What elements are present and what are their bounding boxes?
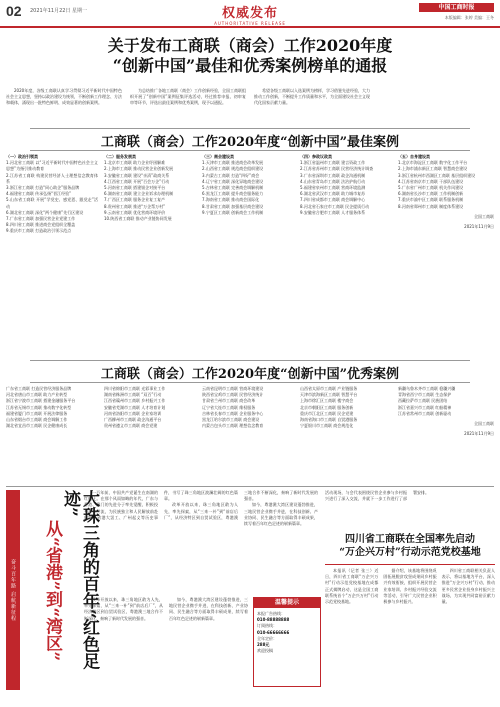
- news-headline-line2: “万企兴万村”行动示范党校基地: [339, 547, 481, 558]
- excellent-cases-column: [6, 386, 98, 484]
- case-item: 7.广西区工商联 服务企业复工复产: [104, 197, 166, 203]
- masthead-title: 权威发布: [221, 6, 278, 21]
- info-line: 010-66666666: [257, 629, 290, 635]
- case-item: 重庆市江北区工商联 民企党建: [300, 410, 354, 416]
- case-item: 7.四川省成都市工商联 商会调解中心: [300, 197, 366, 203]
- case-item: 7.海南省工商联 推动商会国际化: [202, 197, 260, 203]
- case-item: 2.上海市浦东新区工商联 智慧商会建设: [398, 166, 468, 172]
- case-item: 上海市徐汇区工商联 楼宇商会: [300, 398, 354, 404]
- case-item: 4.江苏省南京市工商联 干部队伍建设: [398, 178, 464, 184]
- case-item: 山东省烟台市工商联 商会调解工作: [6, 417, 68, 423]
- info-box-title: 温馨提示: [254, 598, 320, 608]
- case-item: 4.辽宁省工商联 深化异地商会建设: [202, 178, 264, 184]
- main-headline: [0, 36, 500, 76]
- case-item: 2.山西省工商联 规范商会组织建设: [202, 166, 264, 172]
- section-divider: [30, 128, 470, 129]
- excellent-cases-column: [202, 386, 294, 484]
- category-heading: （一）政治引领类: [6, 154, 38, 159]
- essay-paragraph: 一百年前，中国共产党诞生在南湖的红船上。在那个风雨如晦的年代，广东与香港、澳门的先进分子率先觉醒，积极投身革命洪流，为民族独立和人民解放前赴后继。省港大罢工、广州起义等历史事件，书写了珠三角地区波澜壮阔的红色篇章。: [84, 490, 238, 520]
- section-divider: [30, 150, 470, 151]
- case-item: 北京市朝阳区工商联 服务创新: [300, 404, 354, 410]
- case-item: 6.黑龙江工商联 提升商会服务能力: [202, 191, 264, 197]
- category-heading: （二）服务发展类: [104, 154, 136, 159]
- column-banner: 奋斗百年路 启航新征程: [6, 490, 20, 690]
- case-item: 3.广东省深圳市工商联 政企沟通机制: [300, 172, 366, 178]
- case-item: 4.山东省青岛市工商联 法治护航行动: [300, 178, 366, 184]
- case-item: 浙江省嘉兴市工商联 红船精神: [398, 404, 452, 410]
- issue-date-signature: 2021年11月9日: [464, 223, 494, 229]
- essay-body: [84, 490, 318, 595]
- case-item: 4.福建省工商联 传承弘扬“晋江经验”: [6, 191, 72, 197]
- issuer-signature: 全国工商联: [474, 421, 494, 427]
- best-cases-column: [300, 154, 392, 354]
- case-item: 1.北京市工商联 助力企业纾困解难: [104, 160, 166, 166]
- issue-date: 2021年11月22日 星期一: [30, 8, 88, 14]
- essay-body-continued: [84, 597, 248, 687]
- case-item: 贵州省遵义市工商联 商会党建: [104, 423, 158, 429]
- masthead-subtitle: AUTHORITATIVE RELEASE: [214, 21, 286, 26]
- essay-paragraph: 如今，粤港澳大湾区建设蓬勃推进，三地民营企业携手并进，在科技创新、产业协同、民生融合等方面取得丰硕成果，续写着百年红色足迹的崭新篇章。: [169, 597, 248, 621]
- case-item: 1.北京市海淀区工商联 数字化工作平台: [398, 160, 468, 166]
- news-body: [325, 568, 495, 688]
- section-divider: [30, 382, 470, 383]
- essay-paragraph: 如今，粤港澳大湾区建设蓬勃推进，三地民营企业携手并进，在科技创新、产业协同、民生融合等方面取得丰硕成果，续写着百年红色足迹的崭新篇章。: [244, 502, 318, 527]
- excellent-cases-column: [104, 386, 196, 484]
- case-item: 河南省洛阳市工商联 企业家培训: [104, 410, 162, 416]
- case-item: 宁夏银川市工商联 商会规范化: [300, 423, 354, 429]
- case-item: 7.重庆市渝中区工商联 联系服务机制: [398, 197, 464, 203]
- news-divider: [325, 564, 495, 565]
- case-item: 3.浙江省杭州市西湖区工商联 基层组织建设: [398, 172, 476, 178]
- info-line: 本报广告热线：: [257, 611, 285, 616]
- news-headline: [325, 533, 495, 559]
- excellent-cases-title: 工商联（商会）工作2020年度“创新中国”优秀案例: [100, 367, 400, 382]
- intro-paragraph: 为总结推广各地工商联（商会）工作创新经验，全国工商联组织开展了“创新中国”案例征集评选活动，经过推荐申报、初审复审等环节，评选出最佳案例和优秀案例，现予以通报。: [130, 88, 246, 106]
- newspaper-brand: 中国工商时报: [419, 3, 494, 12]
- case-item: 5.吉林省工商联 完善商会调解机制: [202, 185, 264, 191]
- essay-paragraph: 改革开放以来，珠三角地区敢为人先，率先探索，从“三来一补”到“前店后厂”，从经济特区到自贸试验区，粤港澳三地合作不断深化，奏响了新时代发展的强音。: [164, 490, 318, 520]
- info-line: 010-88888888: [257, 617, 290, 623]
- case-item: 8.四川省工商联 推进商会党组织全覆盖: [6, 222, 76, 228]
- case-item: 辽宁省大连市工商联 维权服务: [202, 404, 256, 410]
- page-header: [0, 0, 500, 28]
- issue-date-signature: 2021年11月9日: [464, 431, 494, 437]
- case-item: 9.重庆市工商联 打造政治引领示范点: [6, 228, 72, 234]
- case-item: 10.陕西省工商联 推动产业链协同发展: [104, 216, 172, 222]
- case-item: 8.贵州省工商联 推进“万企帮万村”: [104, 203, 166, 209]
- category-heading: （四）参政议政类: [300, 154, 332, 159]
- case-item: 云南省昆明市工商联 营商环境建设: [202, 386, 264, 391]
- case-item: 5.广东省广州市工商联 机关作风建设: [398, 185, 464, 191]
- news-paragraph: 四川省工商联相关负责人表示，将以基地为平台，深入推进“万企兴万村”行动，推动更多民营企业投身乡村振兴主战场，为实现共同富裕贡献力量。: [441, 568, 495, 605]
- intro-text: [6, 88, 494, 124]
- case-item: 8.甘肃省工商联 加强基层商会建设: [202, 203, 264, 209]
- case-item: 3.浙江省工商联 打造“同心助企”服务品牌: [6, 185, 80, 191]
- case-item: 9.云南省工商联 优化营商环境评价: [104, 209, 166, 215]
- case-item: 黑龙江哈尔滨市工商联 商会建设: [202, 417, 260, 423]
- best-cases-column: [202, 154, 294, 354]
- case-item: 河北省唐山市工商联 助力产业转型: [6, 392, 68, 398]
- case-item: 山西省太原市工商联 产业链服务: [300, 386, 358, 391]
- info-box: [253, 597, 321, 687]
- main-headline-line1: 关于发布工商联（商会）工作2020年度: [107, 36, 393, 55]
- case-item: 广东省工商联 打造民营经济服务品牌: [6, 386, 72, 391]
- case-item: 西藏拉萨市工商联 民族团结: [398, 398, 448, 404]
- case-item: 江苏省常州市工商联 创新驱动: [398, 410, 452, 416]
- issuer-signature: 全国工商联: [474, 213, 494, 219]
- essay-headline-part1: 大珠三角的百年“红色足迹”: [60, 490, 99, 670]
- case-item: 6.湖南省工商联 建立企业诉求办理机制: [104, 191, 174, 197]
- section-divider: [6, 486, 494, 487]
- best-cases-column: [104, 154, 196, 354]
- case-item: 6.湖北省武汉市工商联 助力城市复苏: [300, 191, 366, 197]
- section-divider: [30, 360, 470, 361]
- page-number: 02: [6, 3, 22, 19]
- case-item: 1.浙江省温州市工商联 建言资政工作: [300, 160, 366, 166]
- essay-paragraph: 改革开放以来，珠三角地区敢为人先，率先探索，从“三来一补”到“前店后厂”，从经济特区到自贸试验区，粤港澳三地合作不断深化，奏响了新时代发展的强音。: [84, 597, 163, 621]
- case-item: 广西柳州市工商联 政企沟通平台: [104, 417, 162, 423]
- case-item: 内蒙古包头市工商联 理想信念教育: [202, 423, 264, 429]
- case-item: 8.河南省郑州市工商联 制度体系建设: [398, 203, 464, 209]
- case-item: 青海省西宁市工商联 生态保护: [398, 392, 452, 398]
- case-item: 9.宁夏区工商联 创新商会工作机制: [202, 209, 264, 215]
- info-line: 全年定价：: [257, 635, 277, 641]
- case-item: 5.河南省工商联 搭建银企对接平台: [104, 185, 166, 191]
- masthead: [205, 2, 295, 26]
- main-headline-line2: “创新中国”最佳和优秀案例榜单的通报: [112, 56, 388, 75]
- case-item: 海南省海口市工商联 自贸港服务: [300, 417, 358, 423]
- best-cases-column: [6, 154, 98, 354]
- best-cases-title: 工商联（商会）工作2020年度“创新中国”最佳案例: [100, 135, 400, 150]
- news-paragraph: 据介绍，该基地将围绕巩固拓展脱贫攻坚成果同乡村振兴有效衔接，组织开展民营企业家培训、乡村振兴经验交流等活动，引导广大民营企业积极参与乡村振兴。: [383, 568, 437, 605]
- case-item: 江西省赣州市工商联 乡村振兴工作: [104, 398, 166, 404]
- case-item: 2.江苏省工商联 构建民营经济人士理想信念教育体系: [6, 172, 98, 184]
- editor-credits: 本版编辑：张婷 美编：王冬: [444, 15, 494, 20]
- case-item: 3.安徽省工商联 建设“亲清”政商关系: [104, 172, 170, 178]
- excellent-cases-column: [398, 386, 494, 484]
- case-item: 天津市滨海新区工商联 智慧平台: [300, 392, 358, 398]
- intro-paragraph: 希望各级工商联以入选案例为榜样，学习借鉴先进经验，大力推动工作创新，不断提升工作质量和水平，为全面建设社会主义现代化国家贡献力量。: [254, 88, 370, 106]
- case-item: 6.湖南省长沙市工商联 工作机制创新: [398, 191, 464, 197]
- case-item: 浙江省宁波市工商联 搭建金融服务平台: [6, 398, 76, 404]
- essay-headline-part2: 从“省港”到“湾区”: [42, 520, 62, 662]
- intro-paragraph: 2020年度，各级工商联认真学习贯彻习近平新时代中国特色社会主义思想，坚持以政治建设为统领，不断创新工作理念、方法和载体，涌现出一批特色鲜明、成效显著的创新案例。: [6, 88, 122, 106]
- case-item: 安徽省芜湖市工商联 人才培育计划: [104, 404, 166, 410]
- case-item: 湖北省宜昌市工商联 民企健康成长: [6, 423, 68, 429]
- case-item: 5.山东省工商联 开展“学党史、感党恩、跟党走”活动: [6, 197, 98, 209]
- case-item: 1.河北省工商联 以“习近平新时代中国特色社会主义思想”为指引推动教育: [6, 160, 98, 172]
- info-line: 欢迎投稿: [257, 648, 273, 654]
- news-headline-line1: 四川省工商联在全国率先启动: [345, 534, 475, 545]
- case-item: 6.湖北省工商联 深化“两个健康”先行区建设: [6, 209, 84, 215]
- prev-article-tail: [325, 490, 495, 530]
- case-item: 2.上海市工商联 推动民营企业创新发展: [104, 166, 174, 172]
- info-line: 288元: [257, 642, 270, 648]
- case-item: 吉林省长春市工商联 企业服务中心: [202, 410, 264, 416]
- info-line: 订阅热线：: [257, 623, 277, 629]
- excellent-cases-column: [300, 386, 392, 484]
- case-item: 8.河北省石家庄市工商联 民企提质行动: [300, 203, 370, 209]
- case-item: 5.福建省泉州市工商联 营商环境监测: [300, 185, 366, 191]
- case-item: 新疆乌鲁木齐市工商联 稳疆兴疆: [398, 386, 456, 391]
- case-item: 1.天津市工商联 推进商会改革发展: [202, 160, 264, 166]
- category-heading: （三）商会建设类: [202, 154, 234, 159]
- case-item: 4.江西省工商联 开展“百会万企”行动: [104, 178, 170, 184]
- case-item: 福建省厦门市工商联 开展法律服务: [6, 410, 68, 416]
- case-item: 7.广东省工商联 加强民营企业党建工作: [6, 216, 76, 222]
- best-cases-column: [398, 154, 494, 354]
- case-item: 2.江苏省苏州市工商联 民营经济统计调查: [300, 166, 374, 172]
- case-item: 四川省绵阳市工商联 光彩事业工作: [104, 386, 166, 391]
- case-item: 3.内蒙古工商联 打造“四好”商会: [202, 172, 260, 178]
- news-paragraph: 本报讯（记者 张三）近日，四川省工商联“万企兴万村”行动示范党校基地在成都正式揭牌启动，这是全国工商联系统首个“万企兴万村”行动示范党校基地。: [325, 568, 379, 605]
- category-heading: （五）自身建设类: [398, 154, 430, 159]
- case-item: 甘肃省兰州市工商联 商会改革: [202, 398, 256, 404]
- case-item: 江苏省无锡市工商联 推动数字化转型: [6, 404, 72, 410]
- essay-headline: [42, 490, 99, 690]
- case-item: 陕西省宝鸡市工商联 民营经济统计: [202, 392, 264, 398]
- case-item: 9.安徽省合肥市工商联 人才服务体系: [300, 209, 366, 215]
- news-paragraph: 活动现场，与会代表围绕民营企业参与乡村振兴进行了深入交流，并就下一步工作进行了部署安排。: [325, 490, 429, 502]
- case-item: 湖南省株洲市工商联 “双百”行动: [104, 392, 162, 398]
